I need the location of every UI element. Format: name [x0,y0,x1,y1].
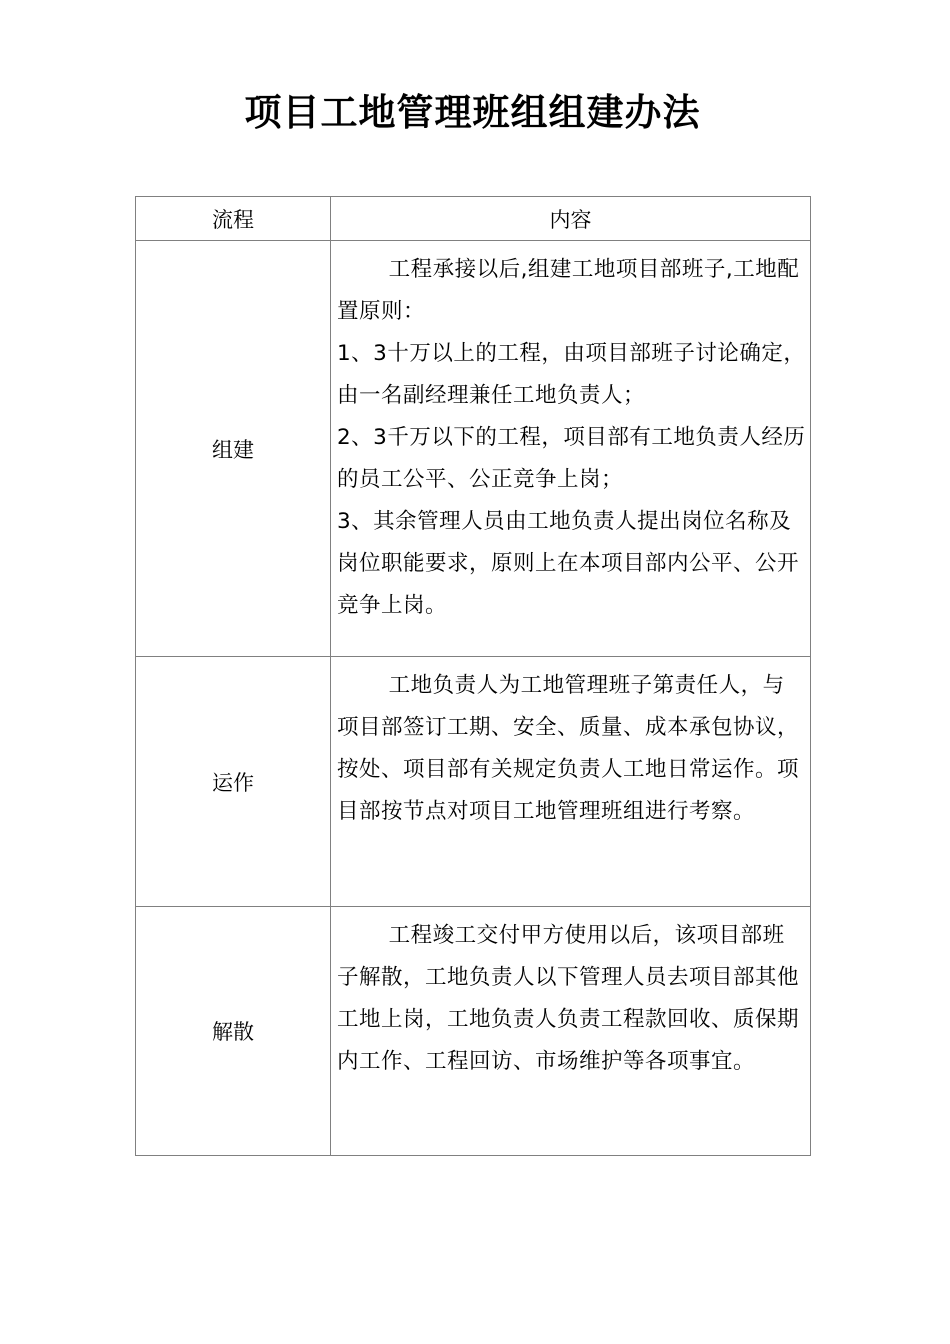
table-row [136,241,811,657]
header-step: 流程 [136,197,331,241]
step-cell-dissolve: 解散 [136,907,331,1156]
table-header-row [136,197,811,241]
procedure-table [135,196,811,1156]
table-row [136,657,811,907]
content-paragraph: 3、其余管理人员由工地负责人提出岗位名称及岗位职能要求，原则上在本项目部内公平、公开竞争上岗。 [337,509,800,618]
step-cell-run: 运作 [136,657,331,907]
content-paragraph: 2、3千万以下的工程，项目部有工地负责人经历的员工公平、公正竞争上岗； [337,425,806,492]
content-cell-dissolve [331,907,811,1156]
content-cell-build [331,241,811,657]
header-content: 内容 [331,197,811,241]
content-paragraph: 1、3十万以上的工程，由项目部班子讨论确定，由一名副经理兼任工地负责人； [337,341,806,408]
content-paragraph: 工程承接以后,组建工地项目部班子,工地配置原则： [337,257,800,324]
page-title: 项目工地管理班组组建办法 [244,91,701,134]
content-cell-run [331,657,811,907]
step-cell-build: 组建 [136,241,331,657]
content-paragraph: 工程竣工交付甲方使用以后，该项目部班子解散，工地负责人以下管理人员去项目部其他工地上岗，工地负责人负责工程款回收、质保期内工作、工程回访、市场维护等各项事宜。 [337,923,800,1074]
content-paragraph: 工地负责人为工地管理班子第责任人，与项目部签订工期、安全、质量、成本承包协议，按处、项目部有关规定负责人工地日常运作。项目部按节点对项目工地管理班组进行考察。 [337,673,800,824]
table-row [136,907,811,1156]
